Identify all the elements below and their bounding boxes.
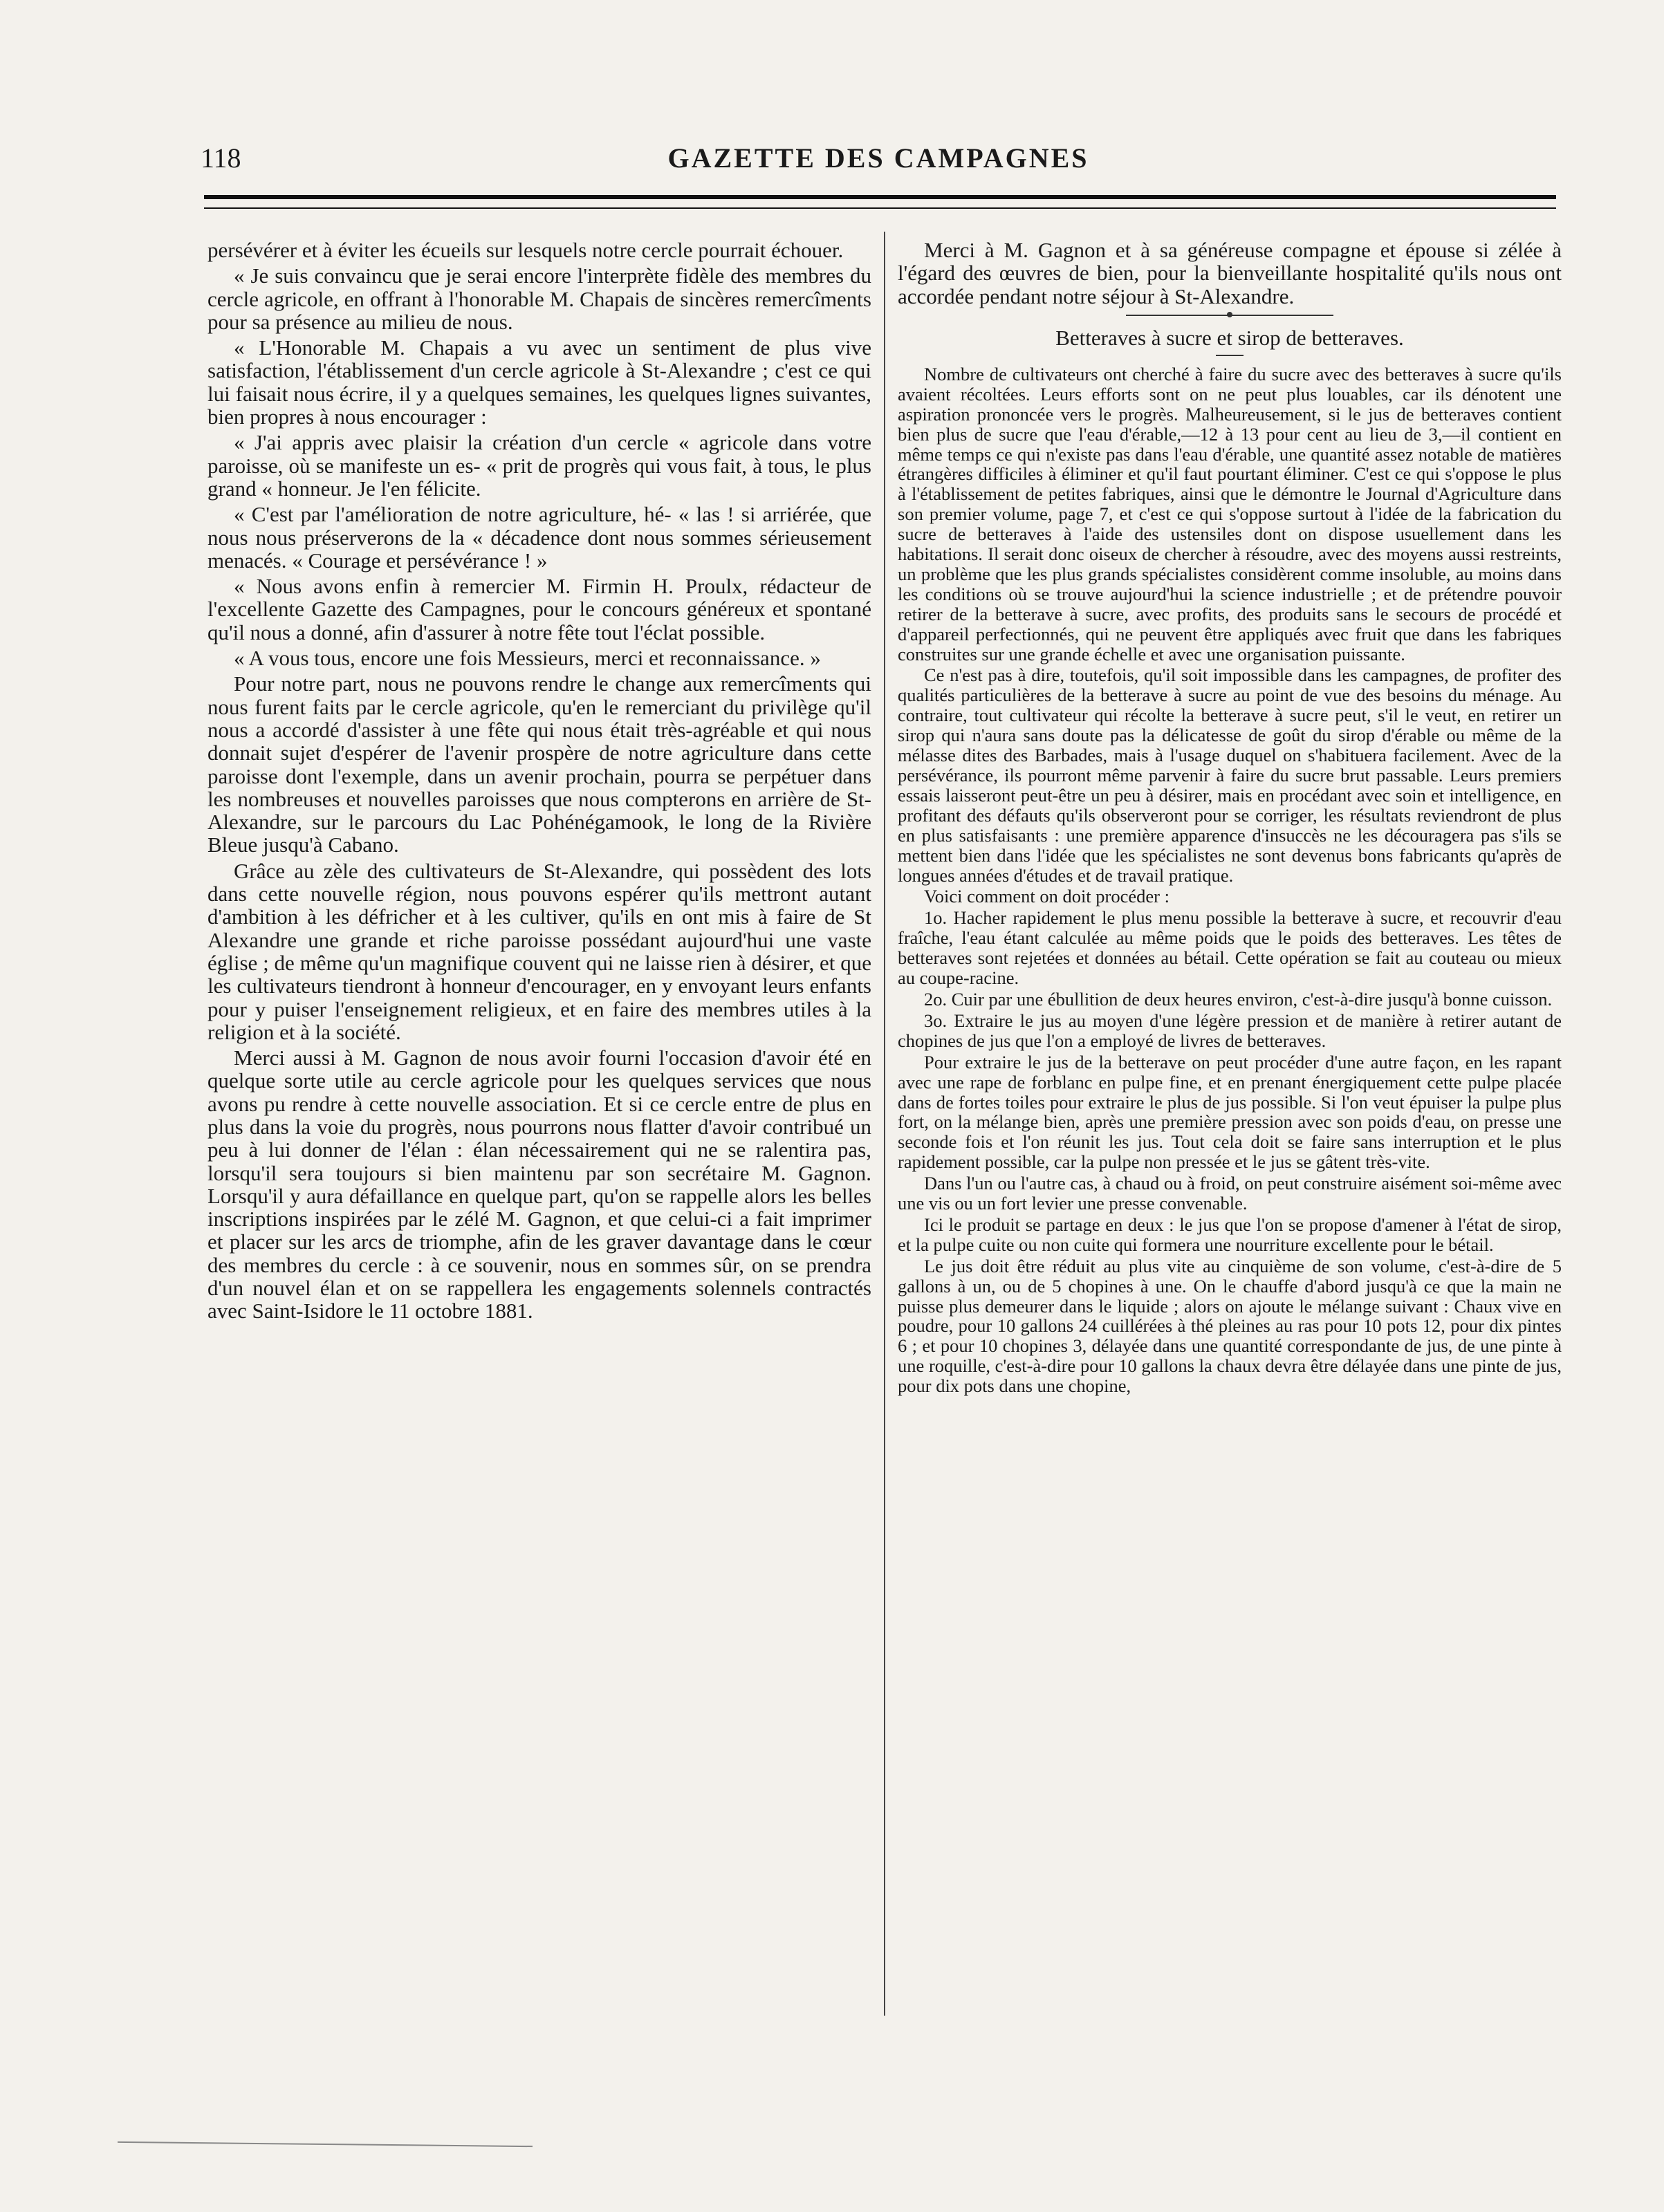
- left-paragraph: « A vous tous, encore une fois Messieurs, merci et reconnaissance. »: [234, 646, 821, 671]
- header-rule-thin: [204, 207, 1556, 209]
- right-paragraph: Ici le produit se partage en deux : le jus que l'on se propose d'amener à l'état de sirop, et la pulpe cuite ou non cuite qui formera une nourriture excellente pour le bétail.: [898, 1214, 1562, 1255]
- right-paragraph: Voici comment on doit procéder :: [924, 886, 1170, 907]
- left-paragraph: Pour notre part, nous ne pouvons rendre le change aux remercîments qui nous furent faits par le cercle agricole, qu'en le remerciant du privilège qu'il nous a accordé d'assister à une fête qui nous était très-agréable et qui nous donnait sujet d'espérer de l'avenir prospère de notre agriculture dans cette paroisse dont l'exemple, dans un avenir prochain, pourra se perpétuer dans les nombreuses et nouvelles paroisses que nous compterons en arrière de St-Alexandre, sur le parcours du Lac Pohénégamook, le long de la Rivière Bleue jusqu'à Cabano.: [207, 671, 871, 857]
- left-paragraph: « C'est par l'amélioration de notre agriculture, hé- « las ! si arriérée, que nous nous préserverons de la « décadence dont nous sommes sérieusement menacés. « Courage et persévérance ! »: [207, 502, 871, 573]
- scan-artifact-line: [118, 2141, 533, 2147]
- column-divider: [884, 232, 885, 2016]
- right-intro-paragraph: Merci à M. Gagnon et à sa généreuse compagne et épouse si zélée à l'égard des œuvres de bien, pour la bienveillante hospitalité qu'ils nous ont accordée pendant notre séjour à St-Alexandre.: [898, 238, 1562, 308]
- header-rule-thick: [204, 195, 1556, 199]
- page-header: [201, 142, 1556, 183]
- left-paragraph: « Nous avons enfin à remercier M. Firmin H. Proulx, rédacteur de l'excellente Gazette des Campagnes, pour le concours généreux et spontané qu'il nous a donné, afin d'assurer à notre fête tout l'éclat possible.: [207, 574, 871, 644]
- left-paragraph: « J'ai appris avec plaisir la création d'un cercle « agricole dans votre paroisse, où se manifeste un es- « prit de progrès qui vous fait, à tous, le plus grand « honneur. Je l'en félicite.: [207, 430, 871, 501]
- right-paragraph: 1o. Hacher rapidement le plus menu possible la betterave à sucre, et recouvrir d'eau fraîche, l'eau étant calculée au même poids que le poids des betteraves. Les têtes de betteraves sont rejetées et données au bétail. Cette opération se fait au couteau ou mieux au coupe-racine.: [898, 907, 1562, 989]
- section-title: Betteraves à sucre et sirop de betteraves.: [1055, 325, 1404, 350]
- right-paragraph: Ce n'est pas à dire, toutefois, qu'il soit impossible dans les campagnes, de profiter des qualités particulières de la betterave à sucre au point de vue des besoins du ménage. Au contraire, tout cultivateur qui récolte la betterave à sucre peut, s'il le veut, en retirer un sirop qui n'aura sans doute pas la délicatesse de goût du sirop d'érable ou même de la mélasse dites des Barbades, mais à l'usage duquel on s'habituera facilement. Avec de la persévérance, ils pourront même parvenir à faire du sucre brut passable. Leurs premiers essais laisseront peut-être un peu à désirer, mais en procédant avec soin et intelligence, en profitant des défauts qu'ils observeront pour se corriger, les résultats reviendront de plus en plus satisfaisants : une première apparence d'insuccès ne les découragera pas s'ils se mettent bien dans l'idée que les spécialistes ne sont devenus bons fabricants qu'après de longues années d'études et de travail pratique.: [898, 664, 1562, 886]
- page-number: 118: [201, 142, 241, 174]
- left-paragraph: persévérer et à éviter les écueils sur lesquels notre cercle pourrait échouer.: [207, 238, 844, 262]
- left-column: [207, 239, 871, 1326]
- right-paragraph: Le jus doit être réduit au plus vite au cinquième de son volume, c'est-à-dire de 5 gallons à un, ou de 5 chopines à une. On le chauffe d'abord jusqu'à ce que la main ne puisse plus demeurer dans le liquide ; alors on ajoute le mélange suivant : Chaux vive en poudre, pour 10 gallons 24 cuillérées à thé pleines au ras pour 10 pots 12, pour dix pintes 6 ; et pour 10 chopines 3, délayée dans une quantité correspondante de jus, de une pinte à une roquille, c'est-à-dire pour 10 gallons la chaux devra être délayée dans une pinte de jus, pour dix pots dans une chopine,: [898, 1255, 1562, 1397]
- left-paragraph: Grâce au zèle des cultivateurs de St-Alexandre, qui possèdent des lots dans cette nouvelle région, nous pouvons espérer qu'ils mettront autant d'ambition à les défricher et à les cultiver, qu'ils en ont mis à faire de St Alexandre une grande et riche paroisse possédant aujourd'hui une vaste église ; de même qu'un magnifique couvent qui ne laisse rien à désirer, et que les cultivateurs tiendront à honneur d'encourager, en y envoyant leurs enfants pour y puiser l'enseignement religieux, et en faire des membres utiles à la religion et à la société.: [207, 858, 871, 1044]
- right-paragraph: 2o. Cuir par une ébullition de deux heures environ, c'est-à-dire jusqu'à bonne cuisson.: [924, 988, 1553, 1010]
- left-paragraph: Merci aussi à M. Gagnon de nous avoir fourni l'occasion d'avoir été en quelque sorte utile au cercle agricole pour les quelques services que nous avons pu rendre à cette nouvelle association. Et si ce cercle entre de plus en plus dans la voie du progrès, nous pourrons nous flatter d'avoir contribué un peu à lui donner de l'élan : élan nécessairement qui ne se ralentira pas, lorsqu'il sera toujours si bien maintenu par son secrétaire M. Gagnon. Lorsqu'il y aura défaillance en quelque part, qu'on se rappelle alors les belles inscriptions inspirées par le zélé M. Gagnon, et que celui-ci a fait imprimer et placer sur les arcs de triomphe, afin de les graver davantage dans le cœur des membres du cercle : à ce souvenir, nous en sommes sûr, on se prendra d'un nouvel élan et on se rappellera les engagements solennels contractés avec Saint-Isidore le 11 octobre 1881.: [207, 1045, 871, 1323]
- right-paragraph: Nombre de cultivateurs ont cherché à faire du sucre avec des betteraves à sucre qu'ils avaient récoltées. Leurs efforts sont on ne peut plus louables, car ils dénotent une aspiration prononcée vers le progrès. Malheureusement, si le jus de betteraves contient bien plus de sucre que l'eau d'érable,—12 à 13 pour cent au lieu de 3,—il contient en même temps ce qui n'existe pas dans l'eau d'érable, une quantité assez notable de matières étrangères difficiles à éliminer et qu'il faut pourtant éliminer. C'est ce qui s'oppose le plus à l'établissement de petites fabriques, ainsi que le démontre le Journal d'Agriculture dans son premier volume, page 7, et c'est ce qui s'oppose surtout à l'idée de la fabrication du sucre de betteraves à l'aide des ustensiles dont on dispose usuellement dans les habitations. Il serait donc oiseux de chercher à résoudre, avec des moyens aussi restreints, un problème que les plus grands spécialistes considèrent comme insoluble, au moins dans les conditions où se trouve aujourd'hui la science industrielle ; et de prétendre pouvoir retirer de la betterave à sucre, avec profits, des produits sans le secours de procédé et d'appareil perfectionnés, qui ne peuvent être appliqués avec fruit que dans les fabriques construites sur une grande échelle et avec une organisation puissante.: [898, 363, 1562, 664]
- left-paragraph: « L'Honorable M. Chapais a vu avec un sentiment de plus vive satisfaction, l'établissement d'un cercle agricole à St-Alexandre ; c'est ce qui lui faisait nous écrire, il y a quelques semaines, les quelques lignes suivantes, bien propres à nous encourager :: [207, 335, 871, 429]
- title-dash: [1216, 355, 1244, 356]
- journal-title: GAZETTE DES CAMPAGNES: [667, 142, 1089, 174]
- right-paragraph: Dans l'un ou l'autre cas, à chaud ou à froid, on peut construire aisément soi-même avec une vis ou un fort levier une presse convenable.: [898, 1173, 1562, 1214]
- right-paragraph: 3o. Extraire le jus au moyen d'une légère pression et de manière à retirer autant de chopines de jus que l'on a employé de livres de betteraves.: [898, 1010, 1562, 1051]
- right-column: [898, 239, 1562, 1397]
- section-separator: [1126, 315, 1333, 316]
- right-paragraph: Pour extraire le jus de la betterave on peut procéder d'une autre façon, en les rapant avec une rape de forblanc en pulpe fine, et en prenant énergiquement cette pulpe placée dans de fortes toiles pour extraire le plus de jus possible. Si l'on veut épuiser la pulpe plus fort, on la mélange bien, après une première pression avec son poids d'eau, on presse une seconde fois et l'on réunit les jus. Tout cela doit se faire sans interruption et le plus rapidement possible, car la pulpe non pressée et le jus se gâtent très-vite.: [898, 1051, 1562, 1173]
- left-paragraph: « Je suis convaincu que je serai encore l'interprète fidèle des membres du cercle agricole, en offrant à l'honorable M. Chapais de sincères remercîments pour sa présence au milieu de nous.: [207, 263, 871, 334]
